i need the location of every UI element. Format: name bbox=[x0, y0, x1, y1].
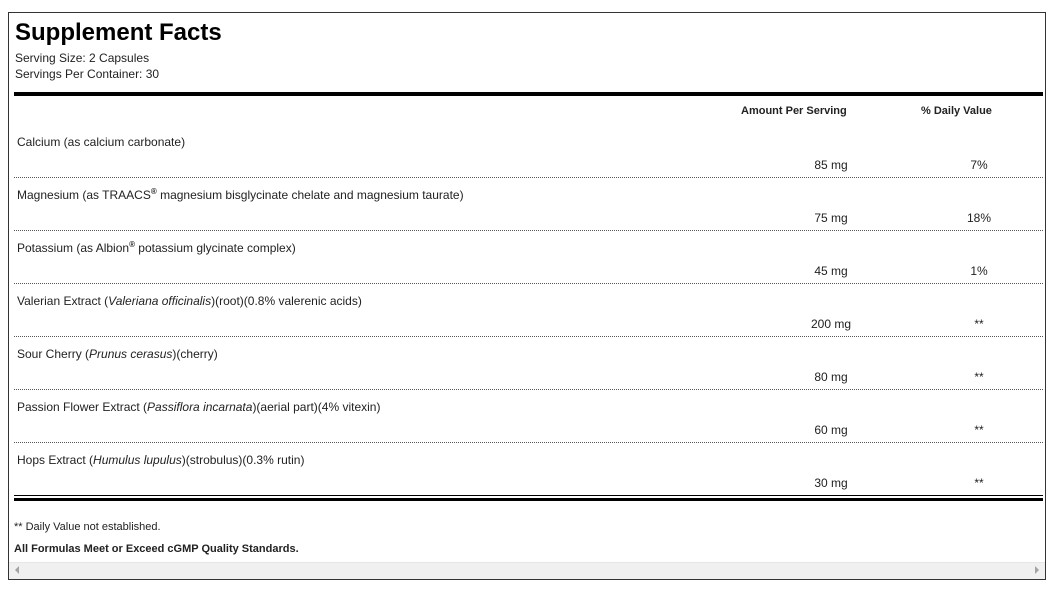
table-row bbox=[14, 390, 1043, 443]
table-row bbox=[14, 178, 1043, 231]
ingredient-amount: 85 mg bbox=[814, 158, 848, 172]
ingredient-daily-value: ** bbox=[974, 370, 984, 384]
table-row bbox=[14, 443, 1043, 496]
latin-name: Humulus lupulus bbox=[93, 453, 182, 467]
ingredient-amount: 75 mg bbox=[814, 211, 848, 225]
column-header-amount: Amount Per Serving bbox=[741, 105, 847, 117]
column-header-daily-value: % Daily Value bbox=[921, 105, 992, 117]
registered-mark: ® bbox=[129, 240, 135, 249]
ingredient-daily-value: ** bbox=[974, 317, 984, 331]
ingredient-name: Valerian Extract (Valeriana officinalis)(root)(0.8% valerenic acids) bbox=[17, 294, 362, 308]
ingredient-daily-value: 7% bbox=[970, 158, 988, 172]
supplement-facts-panel bbox=[8, 12, 1046, 580]
table-row bbox=[14, 284, 1043, 337]
registered-mark: ® bbox=[150, 187, 157, 196]
latin-name: Valeriana officinalis bbox=[108, 294, 212, 308]
ingredient-amount: 60 mg bbox=[814, 423, 848, 437]
table-row bbox=[14, 231, 1043, 284]
ingredient-name: Magnesium (as TRAACS® magnesium bisglycinate chelate and magnesium taurate) bbox=[17, 187, 464, 202]
bottom-divider-thick bbox=[14, 498, 1043, 501]
scroll-left-arrow-icon[interactable] bbox=[15, 566, 19, 574]
ingredient-amount: 30 mg bbox=[814, 476, 848, 490]
servings-per-container: Servings Per Container: 30 bbox=[15, 67, 160, 81]
ingredient-name: Calcium (as calcium carbonate) bbox=[17, 135, 186, 149]
ingredient-daily-value: 18% bbox=[966, 211, 992, 225]
serving-size: Serving Size: 2 Capsules bbox=[15, 51, 150, 65]
ingredient-amount: 80 mg bbox=[814, 370, 848, 384]
latin-name: Prunus cerasus bbox=[89, 347, 173, 361]
ingredient-name: Hops Extract (Humulus lupulus)(strobulus)(0.3% rutin) bbox=[17, 453, 305, 467]
ingredient-amount: 200 mg bbox=[810, 317, 852, 331]
ingredient-daily-value: 1% bbox=[970, 264, 988, 278]
ingredient-daily-value: ** bbox=[974, 423, 984, 437]
ingredient-table bbox=[14, 125, 1043, 496]
ingredient-name: Potassium (as Albion® potassium glycinate complex) bbox=[17, 240, 296, 255]
bottom-divider-thin bbox=[14, 495, 1043, 496]
scroll-right-arrow-icon[interactable] bbox=[1035, 566, 1039, 574]
ingredient-name: Sour Cherry (Prunus cerasus)(cherry) bbox=[17, 347, 218, 361]
ingredient-amount: 45 mg bbox=[814, 264, 848, 278]
top-divider bbox=[14, 92, 1043, 96]
ingredient-name: Passion Flower Extract (Passiflora incarnata)(aerial part)(4% vitexin) bbox=[17, 400, 381, 414]
quality-statement: All Formulas Meet or Exceed cGMP Quality Standards. bbox=[14, 543, 299, 555]
ingredient-daily-value: ** bbox=[974, 476, 984, 490]
latin-name: Passiflora incarnata bbox=[147, 400, 253, 414]
panel-title: Supplement Facts bbox=[15, 19, 222, 46]
horizontal-scrollbar[interactable] bbox=[9, 562, 1045, 579]
table-row bbox=[14, 125, 1043, 178]
table-row bbox=[14, 337, 1043, 390]
daily-value-footnote: ** Daily Value not established. bbox=[14, 521, 161, 533]
